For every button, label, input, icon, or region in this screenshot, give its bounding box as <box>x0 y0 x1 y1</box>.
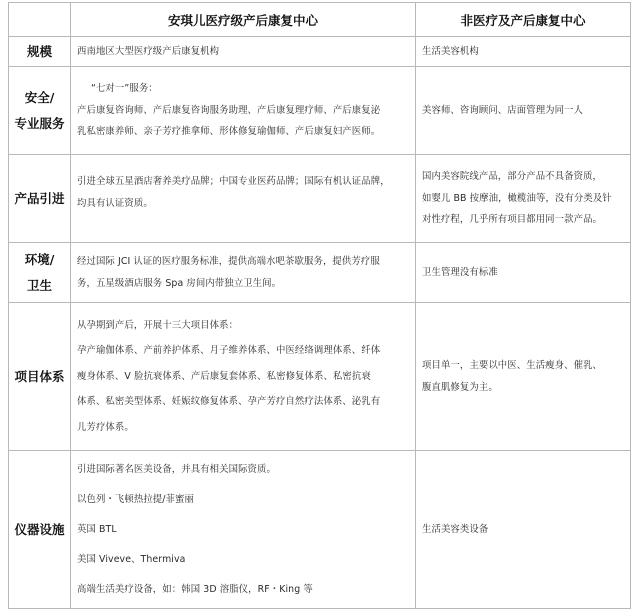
header-col-angel: 安琪儿医疗级产后康复中心 <box>71 3 416 37</box>
angel-cell: 经过国际 JCI 认证的医疗服务标准，提供高端水吧茶歇服务，提供芳疗服 务，五星级酒店服务 Spa 房间内带独立卫生间。 <box>71 243 416 303</box>
row-safety <box>9 67 631 155</box>
category-cell: 仪器设施 <box>9 451 71 609</box>
angel-cell: 引进国际著名医美设备，并具有相关国际资质。 以色列・飞顿热拉提/菲蜜丽 英国 BTL 美国 Viveve、Thermiva 高端生活美疗设备，如：韩国 3D 溶脂仪，RF・King 等 <box>71 451 416 609</box>
non-medical-cell: 国内美容院线产品，部分产品不具备资质， 如婴儿 BB 按摩油，橄榄油等，没有分类及针 对性疗程，几乎所有项目都用同一款产品。 <box>416 155 631 243</box>
non-medical-cell: 生活美容类设备 <box>416 451 631 609</box>
non-medical-cell: 生活美容机构 <box>416 37 631 67</box>
angel-cell: “七对一”服务： 产后康复咨询师、产后康复咨询服务助理、产后康复理疗师、产后康复泌 乳私密康养师、亲子芳疗推拿师、形体修复瑜伽师、产后康复妇产医师。 <box>71 67 416 155</box>
header-row <box>9 3 631 37</box>
non-medical-cell: 项目单一，主要以中医、生活瘦身、催乳、 腹直肌修复为主。 <box>416 303 631 451</box>
category-cell: 规模 <box>9 37 71 67</box>
row-equipment <box>9 451 631 609</box>
header-col-non-medical: 非医疗及产后康复中心 <box>416 3 631 37</box>
category-cell: 项目体系 <box>9 303 71 451</box>
header-blank-cell <box>9 3 71 37</box>
row-products <box>9 155 631 243</box>
angel-cell: 引进全球五星酒店奢养美疗品牌；中国专业医药品牌；国际有机认证品牌， 均具有认证资质。 <box>71 155 416 243</box>
row-environment <box>9 243 631 303</box>
non-medical-cell: 美容师、咨询顾问、店面管理为同一人 <box>416 67 631 155</box>
angel-cell: 从孕期到产后，开展十三大项目体系： 孕产瑜伽体系、产前养护体系、月子维养体系、中医经络调理体系、纤体 瘦身体系、V 脸抗衰体系、产后康复套体系、私密修复体系、私密抗衰 体系、私密美型体系、妊娠纹修复体系、孕产芳疗自然疗法体系、泌乳有 儿芳疗体系。 <box>71 303 416 451</box>
angel-cell: 西南地区大型医疗级产后康复机构 <box>71 37 416 67</box>
row-programs <box>9 303 631 451</box>
category-cell: 环境/ 卫生 <box>9 243 71 303</box>
non-medical-cell: 卫生管理没有标准 <box>416 243 631 303</box>
row-scale <box>9 37 631 67</box>
comparison-table <box>8 2 631 609</box>
category-cell: 安全/ 专业服务 <box>9 67 71 155</box>
category-cell: 产品引进 <box>9 155 71 243</box>
